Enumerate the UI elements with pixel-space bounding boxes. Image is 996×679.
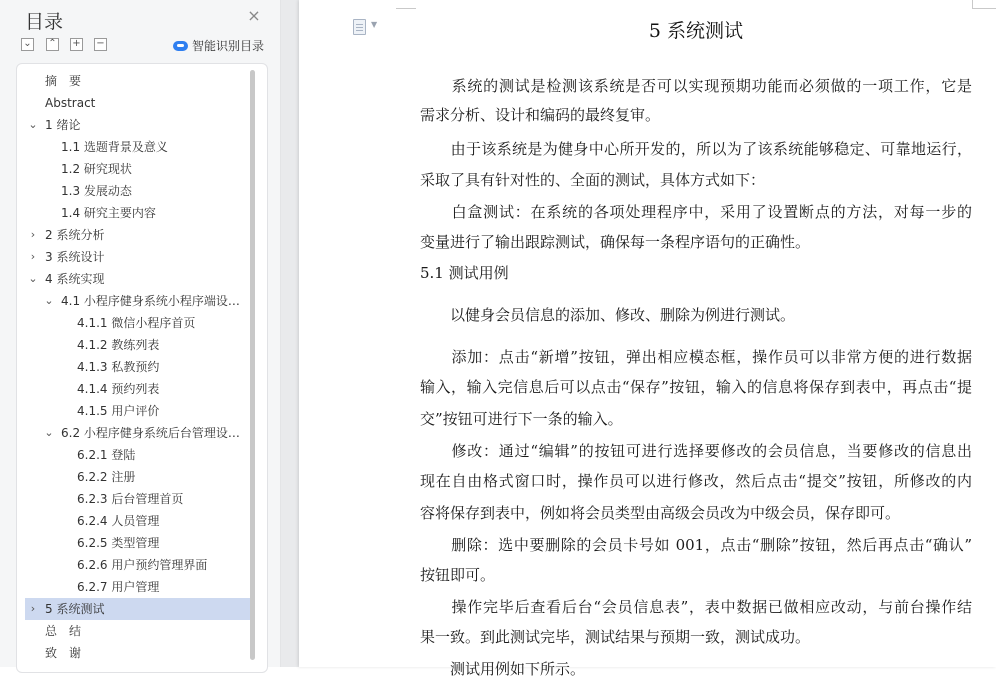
toc-item[interactable] <box>25 246 250 268</box>
close-icon[interactable]: × <box>247 6 261 25</box>
toc-item-label: Abstract <box>45 96 96 110</box>
paragraph-line: 修改：通过“编辑”的按钮可进行选择要修改的会员信息，当要修改的信息出 <box>420 442 972 460</box>
toc-item[interactable] <box>25 180 250 202</box>
toc-item[interactable] <box>25 620 250 642</box>
toc-item[interactable] <box>25 488 250 510</box>
toc-item-label: 6.2.5 类型管理 <box>77 536 160 550</box>
toc-item[interactable] <box>25 334 250 356</box>
toc-item-label: 4 系统实现 <box>45 272 105 286</box>
toc-item-label: 1.4 研究主要内容 <box>61 206 156 220</box>
toc-item[interactable] <box>25 268 250 290</box>
toc-item-label: 6.2.4 人员管理 <box>77 514 160 528</box>
toc-item[interactable] <box>25 510 250 532</box>
paragraph-line: 现在自由格式窗口时，操作员可以进行修改，然后点击“提交”按钮，所修改的内 <box>420 472 972 490</box>
paragraph-line: 由于该系统是为健身中心所开发的，所以为了该系统能够稳定、可靠地运行， <box>420 140 972 158</box>
toc-item-label: 3 系统设计 <box>45 250 105 264</box>
toc-item-label: 6.2.7 用户管理 <box>77 580 160 594</box>
toc-list <box>25 70 250 664</box>
toc-item-label: 6.2.2 注册 <box>77 470 136 484</box>
toc-item-label: 2 系统分析 <box>45 228 105 242</box>
toc-item[interactable] <box>25 356 250 378</box>
paragraph-line: 采取了具有针对性的、全面的测试，具体方式如下： <box>420 171 766 189</box>
toc-item[interactable] <box>25 378 250 400</box>
toc-item-label: 6.2.1 登陆 <box>77 448 136 462</box>
toc-item[interactable] <box>25 114 250 136</box>
smart-toc-label: 智能识别目录 <box>192 39 265 53</box>
toc-item[interactable] <box>25 554 250 576</box>
toc-item-label: 总 结 <box>45 624 82 638</box>
toc-item-label: 4.1.3 私教预约 <box>77 360 160 374</box>
toc-item-label: 致 谢 <box>45 646 82 660</box>
toc-item[interactable] <box>25 532 250 554</box>
toc-item[interactable] <box>25 224 250 246</box>
document-icon[interactable] <box>353 19 366 35</box>
toc-item[interactable] <box>25 422 250 444</box>
toc-item-label: 4.1.5 用户评价 <box>77 404 160 418</box>
toc-scrollbar[interactable] <box>250 70 255 660</box>
toc-item[interactable] <box>25 444 250 466</box>
paragraph-line: 容将保存到表中，例如将会员类型由高级会员改为中级会员，保存即可。 <box>420 504 901 522</box>
paragraph-line: 添加：点击“新增”按钮，弹出相应模态框，操作员可以非常方便的进行数据 <box>420 348 972 366</box>
cloud-icon <box>173 41 188 51</box>
toc-item[interactable] <box>25 642 250 664</box>
toc-item-label: 4.1.4 预约列表 <box>77 382 160 396</box>
toc-item-label: 摘 要 <box>45 74 82 88</box>
paragraph-line: 果一致。到此测试完毕，测试结果与预期一致，测试成功。 <box>420 628 811 646</box>
toc-item[interactable] <box>25 136 250 158</box>
toc-item-label: 4.1 小程序健身系统小程序端设… <box>61 294 240 308</box>
remove-heading-button[interactable]: − <box>94 38 107 51</box>
toc-item[interactable] <box>25 598 250 620</box>
toc-item-label: 5 系统测试 <box>45 602 105 616</box>
toc-item[interactable] <box>25 290 250 312</box>
toc-item-label: 1.1 选题背景及意义 <box>61 140 168 154</box>
chevron-down-icon[interactable]: ⌄ <box>28 118 38 131</box>
toc-item[interactable] <box>25 400 250 422</box>
smart-toc-button[interactable] <box>173 37 264 53</box>
nav-title: 目录 <box>25 11 64 33</box>
section-heading: 5.1 测试用例 <box>420 264 509 282</box>
dropdown-arrow-icon[interactable]: ▼ <box>371 20 378 29</box>
toc-item[interactable] <box>25 576 250 598</box>
page-corner-mark-right <box>972 0 996 9</box>
chevron-down-icon[interactable]: ⌄ <box>44 426 54 439</box>
toc-item[interactable] <box>25 158 250 180</box>
chevron-right-icon[interactable]: › <box>30 602 36 615</box>
toc-item[interactable] <box>25 92 250 114</box>
add-heading-button[interactable]: + <box>70 38 83 51</box>
chevron-right-icon[interactable]: › <box>30 228 36 241</box>
paragraph-line: 交”按钮可进行下一条的输入。 <box>420 410 623 428</box>
chevron-right-icon[interactable]: › <box>30 250 36 263</box>
collapse-all-button[interactable]: ⌄ <box>21 38 34 51</box>
toc-item-label: 6.2 小程序健身系统后台管理设… <box>61 426 240 440</box>
toc-item-label: 6.2.3 后台管理首页 <box>77 492 184 506</box>
paragraph-line: 需求分析、设计和编码的最终复审。 <box>420 106 661 124</box>
expand-all-button[interactable]: ⌃ <box>46 38 59 51</box>
toc-panel <box>16 63 268 673</box>
toc-item-label: 1 绪论 <box>45 118 81 132</box>
toc-item-label: 6.2.6 用户预约管理界面 <box>77 558 208 572</box>
paragraph-line: 系统的测试是检测该系统是否可以实现预期功能而必须做的一项工作，它是 <box>420 77 972 95</box>
paragraph-line: 删除：选中要删除的会员卡号如 001，点击“删除”按钮，然后再点击“确认” <box>420 536 972 554</box>
chevron-down-icon[interactable]: ⌄ <box>28 272 38 285</box>
toc-item[interactable] <box>25 70 250 92</box>
toc-item-label: 4.1.1 微信小程序首页 <box>77 316 196 330</box>
toc-item-label: 1.3 发展动态 <box>61 184 132 198</box>
toc-item[interactable] <box>25 466 250 488</box>
chevron-down-icon[interactable]: ⌄ <box>44 294 54 307</box>
paragraph-line: 测试用例如下所示。 <box>420 660 586 678</box>
page-corner-mark-left <box>396 0 416 9</box>
paragraph-line: 操作完毕后查看后台“会员信息表”，表中数据已做相应改动，与前台操作结 <box>420 598 972 616</box>
toc-item-label: 1.2 研究现状 <box>61 162 132 176</box>
paragraph-line: 变量进行了输出跟踪测试，确保每一条程序语句的正确性。 <box>420 233 811 251</box>
paragraph-line: 以健身会员信息的添加、修改、删除为例进行测试。 <box>420 306 796 324</box>
toc-item[interactable] <box>25 202 250 224</box>
toc-item-label: 4.1.2 教练列表 <box>77 338 160 352</box>
chapter-heading: 5 系统测试 <box>648 20 744 42</box>
navigation-pane <box>0 0 281 667</box>
paragraph-line: 按钮即可。 <box>420 566 496 584</box>
paragraph-line: 白盒测试：在系统的各项处理程序中，采用了设置断点的方法，对每一步的 <box>420 203 972 221</box>
toc-item[interactable] <box>25 312 250 334</box>
paragraph-line: 输入，输入完信息后可以点击“保存”按钮，输入的信息将保存到表中，再点击“提 <box>420 378 972 396</box>
